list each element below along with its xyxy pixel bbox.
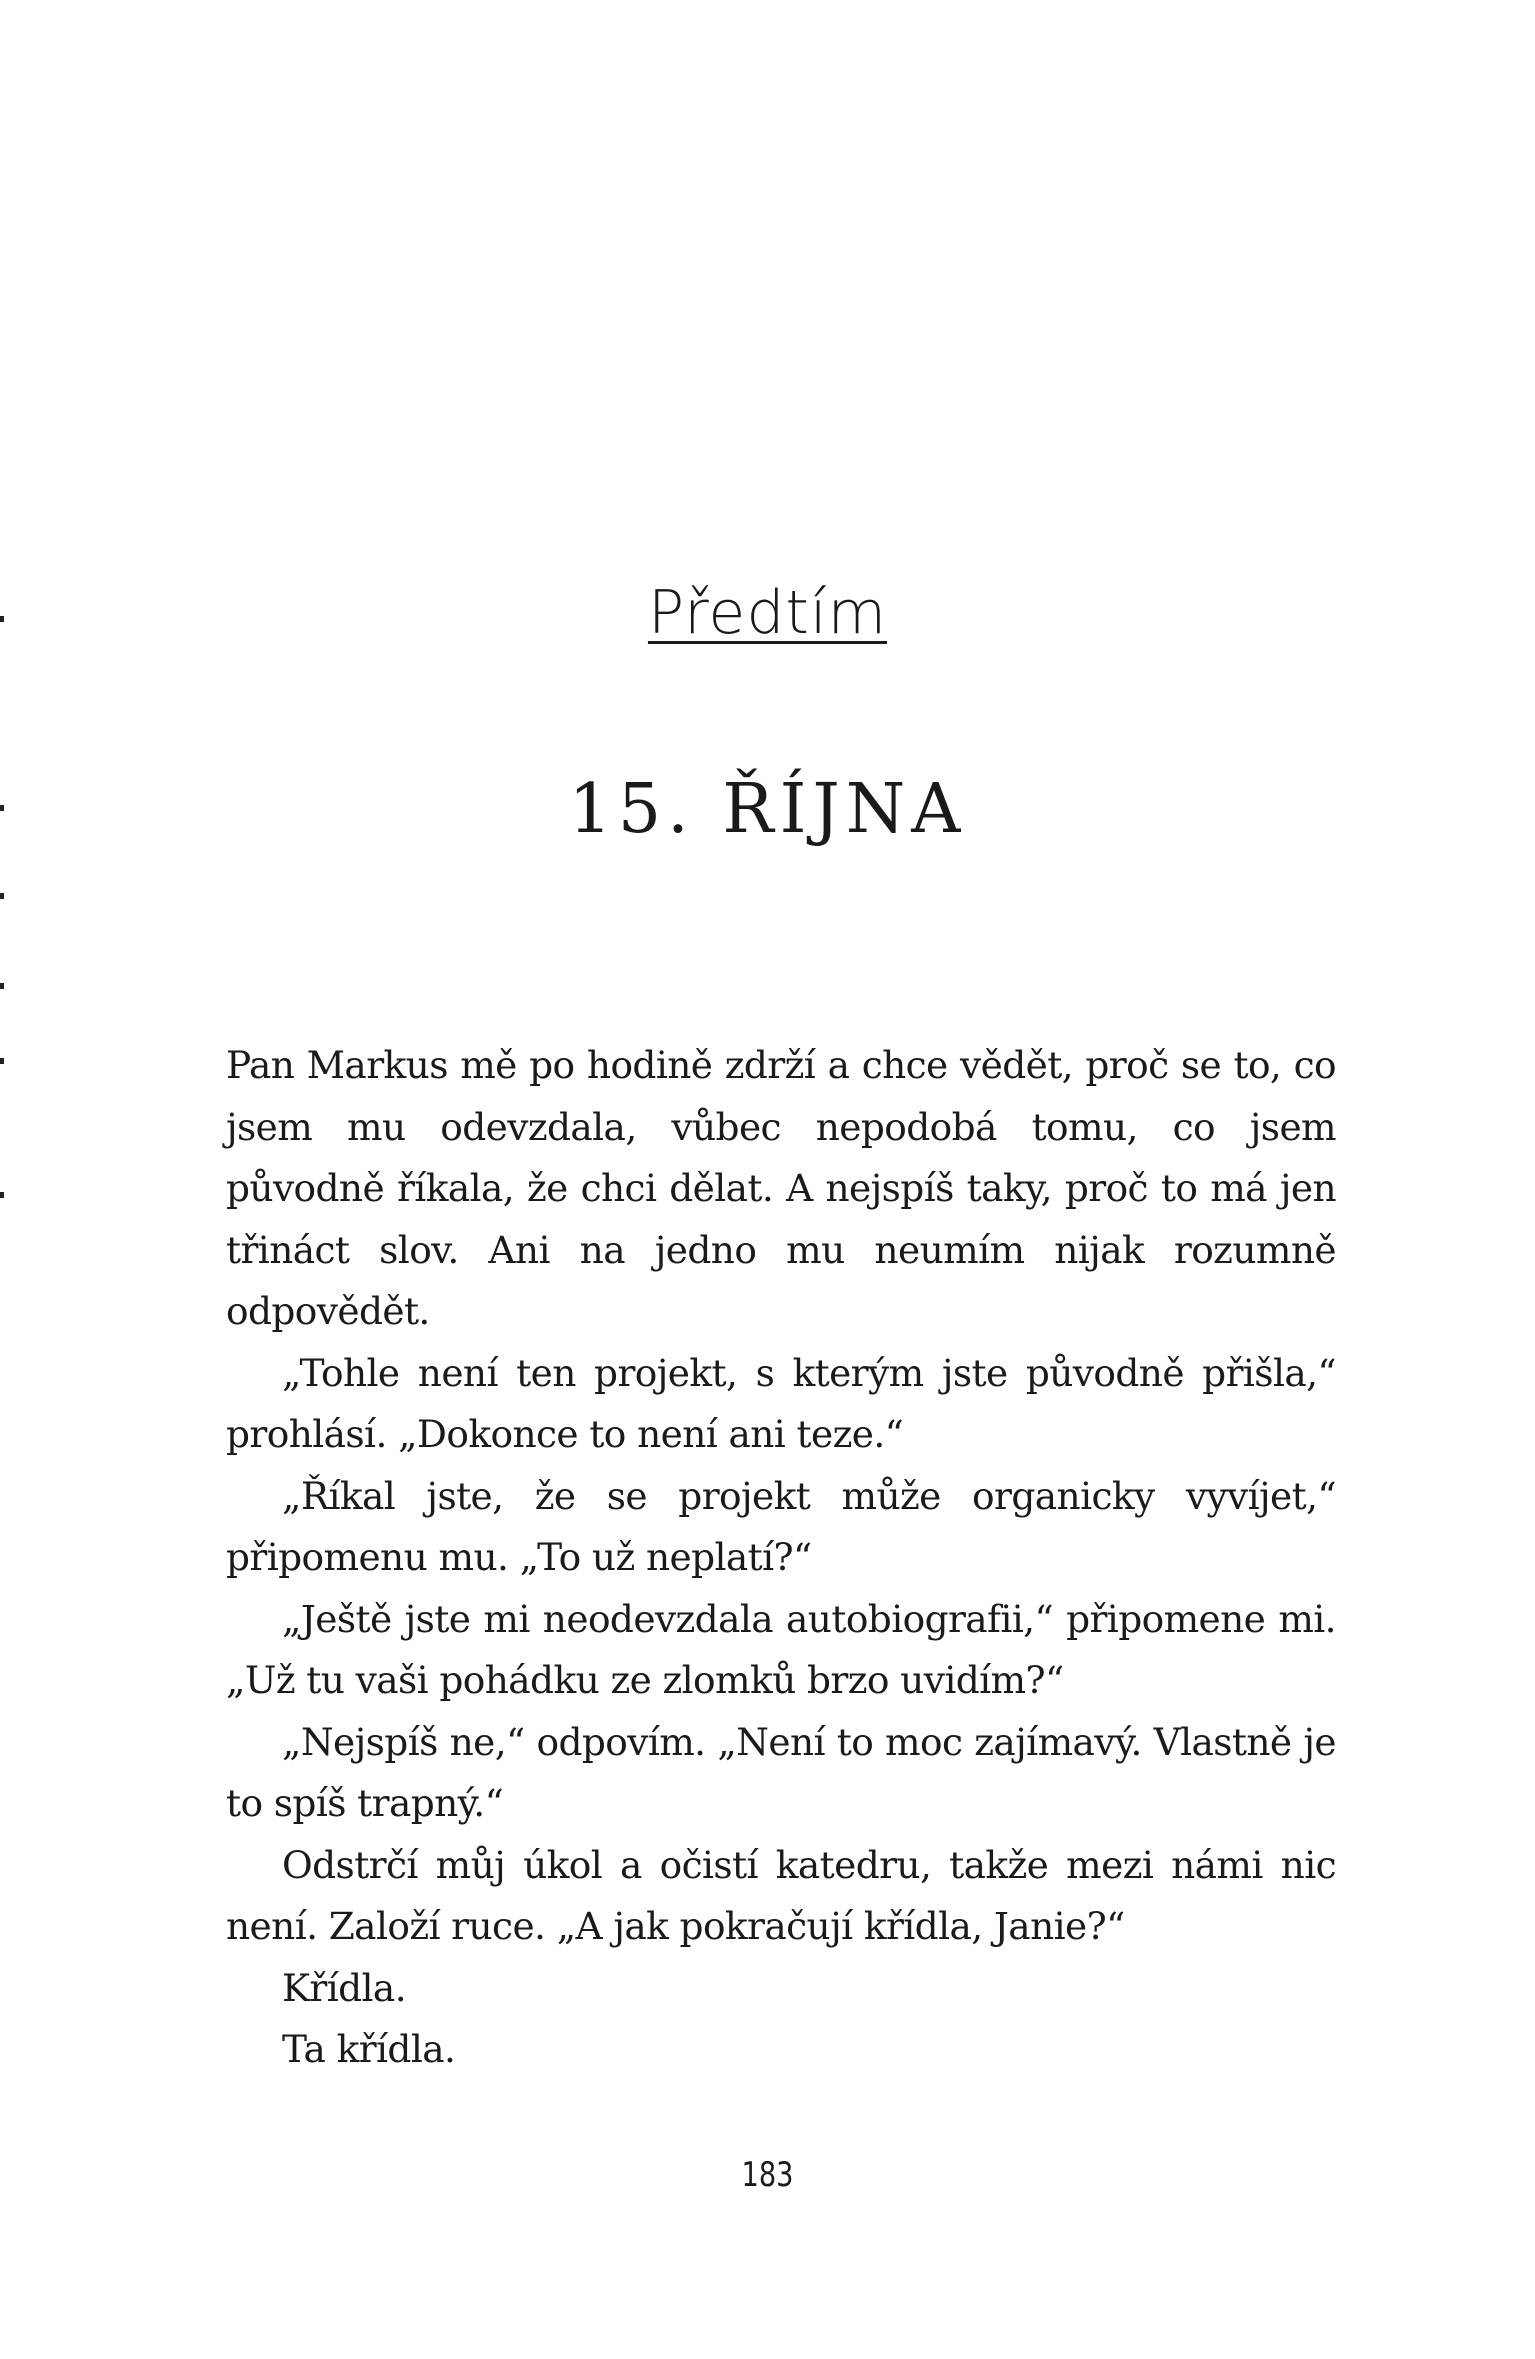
paragraph: „Říkal jste, že se projekt může organicky vyvíjet,“ připomenu mu. „To už neplatí?“ xyxy=(226,1473,1336,1579)
paragraph: Pan Markus mě po hodině zdrží a chce vědět, proč se to, co jsem mu odevzdala, vůbec nepodobá tomu, co jsem původně říkala, že chci dělat. A nejspíš taky, proč to má jen třináct slov. Ani na jedno mu neumím nijak rozumně odpovědět. xyxy=(226,1043,1336,1333)
paragraph: „Nejspíš ne,“ odpovím. „Není to moc zajímavý. Vlastně je to spíš trapný.“ xyxy=(226,1719,1336,1825)
paragraph: Ta křídla. xyxy=(282,2027,456,2071)
body-text xyxy=(226,1035,1336,2081)
paragraph: Odstrčí můj úkol a očistí katedru, takže mezi námi nic není. Založí ruce. „A jak pokračují křídla, Janie?“ xyxy=(226,1842,1336,1948)
margin-mark xyxy=(0,983,4,989)
margin-mark xyxy=(0,1192,4,1198)
paragraph: Křídla. xyxy=(282,1965,407,2010)
section-title: Předtím xyxy=(647,578,888,648)
margin-mark xyxy=(0,1058,4,1064)
chapter-title: 15. ŘÍJNA xyxy=(568,770,967,849)
page-number: 183 xyxy=(741,2155,794,2195)
margin-marks xyxy=(0,0,6,2359)
paragraph: „Tohle není ten projekt, s kterým jste původně přišla,“ prohlásí. „Dokonce to není ani teze.“ xyxy=(226,1350,1336,1456)
paragraph: „Ještě jste mi neodevzdala autobiografii,“ připomene mi. „Už tu vaši pohádku ze zlomků brzo uvidím?“ xyxy=(226,1596,1336,1702)
margin-mark xyxy=(0,893,4,899)
